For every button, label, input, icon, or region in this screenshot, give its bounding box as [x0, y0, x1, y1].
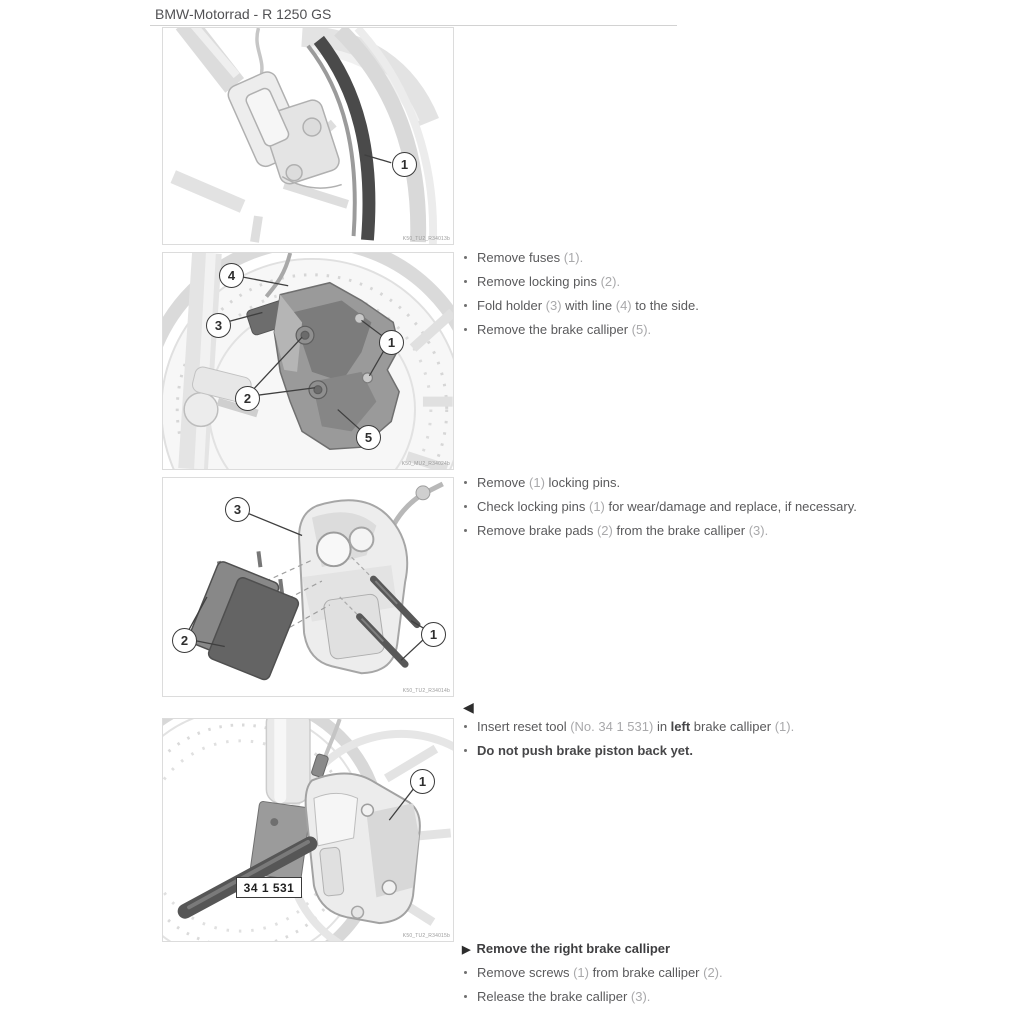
instruction-item: Remove (1) locking pins. — [462, 476, 882, 490]
header-divider — [150, 25, 677, 26]
callout-disc: 1 — [392, 152, 417, 177]
instruction-item: Remove locking pins (2). — [462, 275, 882, 289]
step-back-arrow-icon: ◀ — [463, 699, 474, 715]
callout-locking-pins: 2 — [235, 386, 260, 411]
brake-pads-illustration — [163, 478, 453, 696]
figure-panel-4 — [162, 718, 454, 942]
figure-code: K50_MU2_R34024b — [401, 461, 450, 467]
instruction-item: Remove brake pads (2) from the brake calliper (3). — [462, 524, 882, 538]
figure-panel-2 — [162, 252, 454, 470]
figure-code: K50_TU2_R34015b — [402, 933, 450, 939]
instruction-item: Do not push brake piston back yet. — [462, 744, 882, 758]
instruction-block-remove-calliper — [462, 251, 882, 347]
figure-code: K50_TU2_R34014b — [402, 688, 450, 694]
step-forward-arrow-icon: ▶ — [462, 944, 471, 956]
instruction-block-remove-right-calliper — [462, 966, 882, 1014]
callout-locking-pins: 1 — [421, 622, 446, 647]
instruction-item: Fold holder (3) with line (4) to the side. — [462, 299, 882, 313]
callout-calliper: 3 — [225, 497, 250, 522]
figure-panel-1 — [162, 27, 454, 245]
figure-code: K50_TU2_R34013b — [402, 236, 450, 242]
instruction-item: Check locking pins (1) for wear/damage and replace, if necessary. — [462, 500, 882, 514]
instruction-item: Remove screws (1) from brake calliper (2). — [462, 966, 882, 980]
instruction-item: Insert reset tool (No. 34 1 531) in left brake calliper (1). — [462, 720, 882, 734]
instruction-block-remove-pads — [462, 476, 882, 548]
step-heading — [462, 941, 670, 956]
callout-line: 4 — [219, 263, 244, 288]
instruction-item: Release the brake calliper (3). — [462, 990, 882, 1004]
callout-calliper: 1 — [410, 769, 435, 794]
instruction-item: Remove the brake calliper (5). — [462, 323, 882, 337]
calliper-mounted-illustration — [163, 253, 453, 469]
step-heading-text: Remove the right brake calliper — [476, 941, 671, 956]
callout-brake-pads: 2 — [172, 628, 197, 653]
reset-tool-illustration — [163, 719, 453, 941]
instruction-block-reset-tool — [462, 720, 882, 768]
callout-fuses: 1 — [379, 330, 404, 355]
figure-panel-3 — [162, 477, 454, 697]
callout-holder: 3 — [206, 313, 231, 338]
instruction-item: Remove fuses (1). — [462, 251, 882, 265]
reset-tool-number-label: 34 1 531 — [236, 877, 302, 898]
callout-calliper: 5 — [356, 425, 381, 450]
page-title: BMW-Motorrad - R 1250 GS — [155, 6, 332, 22]
front-wheel-illustration — [163, 28, 453, 244]
